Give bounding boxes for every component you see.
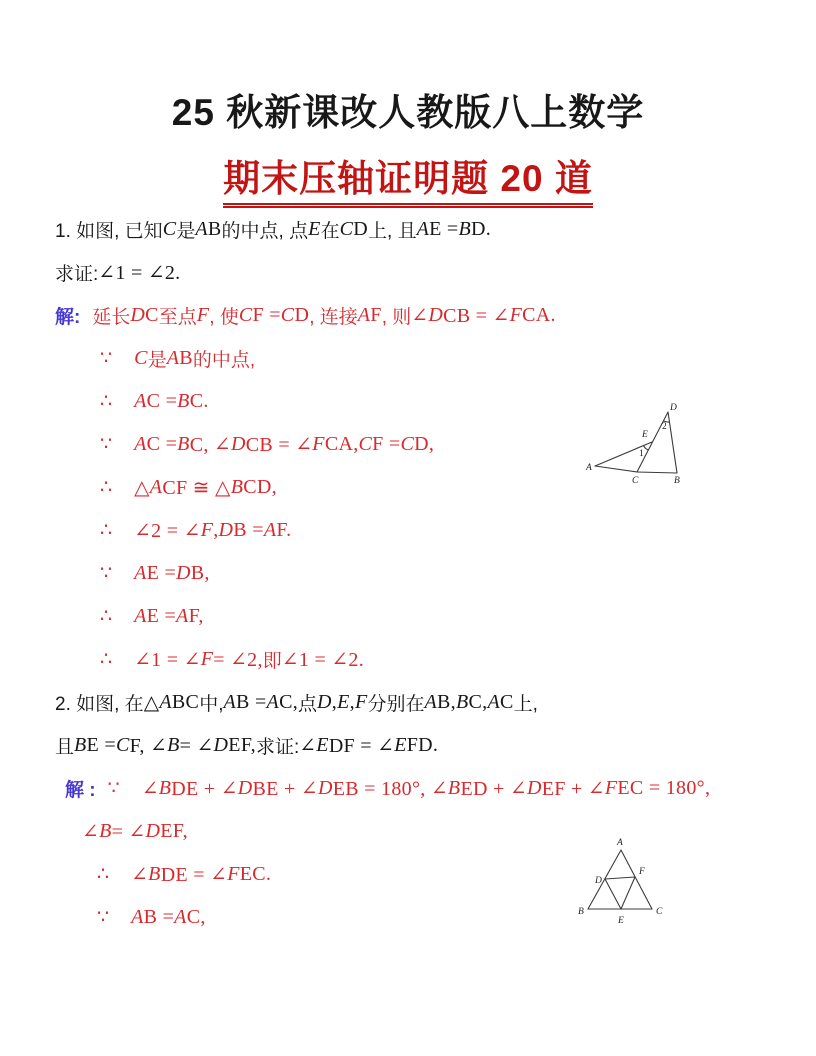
figure-label-B: B: [578, 907, 584, 917]
text-segment: B =: [143, 906, 175, 928]
text-segment: B,: [190, 562, 210, 584]
text-segment: B: [177, 433, 190, 455]
text-segment: F: [604, 777, 618, 799]
text-line: [55, 251, 796, 294]
text-segment: B: [99, 820, 112, 842]
reason-marker: ∵: [97, 907, 110, 928]
text-line: [55, 552, 796, 595]
text-segment: ∠1 = ∠2.: [281, 649, 364, 671]
text-segment: ,: [349, 691, 355, 713]
text-segment: D: [213, 734, 229, 756]
text-segment: C: [358, 433, 373, 455]
text-line: [55, 810, 796, 853]
text-segment: F: [312, 433, 325, 455]
figure-label-F: F: [639, 867, 645, 877]
text-segment: D: [294, 304, 310, 326]
text-segment: D: [317, 777, 333, 799]
text-segment: ,: [213, 519, 219, 541]
text-segment: B: [179, 347, 193, 369]
text-segment: CA.: [522, 304, 556, 326]
text-line: [55, 337, 796, 380]
text-segment: A: [134, 433, 147, 455]
figure-edge: [637, 472, 677, 473]
text-segment: 即: [262, 651, 282, 672]
reason-marker: ∵: [107, 778, 120, 799]
solution-marker: 解:: [55, 307, 81, 328]
text-segment: C =: [146, 433, 178, 455]
text-segment: F: [200, 648, 214, 670]
text-segment: C: [339, 218, 354, 240]
reason-marker: ∴: [100, 391, 113, 412]
text-segment: C: [400, 433, 415, 455]
text-segment: ∠2 = ∠: [134, 520, 201, 542]
text-segment: 且: [55, 737, 75, 758]
text-segment: C, ∠: [189, 434, 231, 456]
figure-label-C: C: [632, 476, 639, 486]
figure-label-C: C: [656, 907, 663, 917]
text-segment: A: [166, 347, 180, 369]
text-segment: BC: [171, 691, 200, 713]
text-line: [55, 767, 796, 810]
text-segment: A: [223, 691, 236, 713]
figure-edge: [668, 412, 677, 473]
text-segment: C,: [279, 691, 299, 713]
text-segment: ,: [331, 691, 338, 713]
solution-marker: 解 :: [65, 780, 96, 801]
text-segment: ED + ∠: [460, 778, 527, 800]
reason-marker: ∵: [100, 563, 113, 584]
text-segment: C =: [146, 390, 178, 412]
text-segment: E: [337, 691, 350, 713]
text-segment: A: [134, 390, 147, 412]
text-segment: 是: [176, 221, 196, 242]
problem-1-geometry-figure: [575, 386, 700, 486]
text-line: [55, 509, 796, 552]
problem-2-text: [55, 681, 796, 939]
text-segment: A: [195, 218, 208, 240]
text-line: [55, 595, 796, 638]
text-segment: EF + ∠: [541, 778, 605, 800]
figure-label-E: E: [642, 430, 648, 440]
text-segment: = ∠: [111, 821, 146, 843]
text-segment: B: [158, 777, 172, 799]
text-segment: △: [134, 477, 150, 499]
text-segment: A: [174, 906, 187, 928]
text-segment: F: [509, 304, 523, 326]
text-segment: D: [218, 519, 234, 541]
text-segment: 延长: [92, 307, 131, 328]
figure-label-A: A: [586, 463, 592, 473]
text-segment: F.: [276, 519, 292, 541]
text-segment: D: [428, 304, 444, 326]
text-segment: C: [162, 218, 177, 240]
text-line: [55, 681, 796, 724]
text-segment: D: [145, 820, 161, 842]
text-segment: ∠: [411, 305, 429, 327]
text-segment: C: [280, 304, 295, 326]
figure-label-E: E: [618, 916, 624, 926]
text-segment: B: [447, 777, 461, 799]
text-segment: B: [455, 691, 469, 713]
text-segment: CB = ∠: [245, 434, 313, 456]
text-segment: B,: [437, 691, 456, 713]
text-segment: 2. 如图, 在: [55, 694, 144, 715]
text-segment: DE + ∠: [171, 778, 238, 800]
text-segment: , 使: [209, 307, 239, 328]
reason-marker: ∵: [100, 348, 113, 369]
reason-marker: ∴: [100, 606, 113, 627]
reason-marker: ∴: [100, 649, 113, 670]
text-segment: E =: [146, 605, 177, 627]
text-segment: A: [134, 605, 147, 627]
text-segment: C,: [468, 691, 488, 713]
figure-label-D: D: [595, 876, 602, 886]
page-subtitle: 期末压轴证明题 20 道: [223, 148, 593, 208]
text-segment: = ∠: [179, 735, 214, 757]
text-segment: C.: [189, 390, 209, 412]
text-segment: CB = ∠: [443, 305, 510, 327]
text-segment: 的中点,: [192, 350, 256, 371]
text-segment: 是: [147, 350, 167, 371]
reason-marker: ∴: [100, 477, 113, 498]
figure-label-A: A: [617, 838, 623, 848]
text-segment: D: [353, 218, 369, 240]
text-segment: 在: [320, 221, 340, 242]
text-segment: 中,: [199, 694, 224, 715]
figure-edge: [605, 879, 621, 909]
text-segment: A: [149, 476, 163, 498]
text-segment: C,: [186, 906, 206, 928]
text-segment: EF,: [228, 734, 256, 756]
text-segment: C: [145, 304, 159, 326]
text-segment: B =: [233, 519, 264, 541]
text-segment: D: [237, 777, 253, 799]
text-segment: , 连接: [309, 307, 358, 328]
text-segment: B: [167, 734, 180, 756]
text-segment: ∠: [141, 778, 159, 800]
text-segment: DE = ∠: [160, 864, 228, 886]
figure-label-B: B: [674, 476, 680, 486]
text-segment: EF,: [160, 820, 188, 842]
text-segment: A: [487, 691, 500, 713]
text-segment: A: [266, 691, 280, 713]
text-segment: BE + ∠: [252, 778, 318, 800]
text-segment: A: [416, 218, 430, 240]
text-segment: A: [263, 519, 277, 541]
text-segment: A: [424, 691, 438, 713]
text-segment: F =: [252, 304, 281, 326]
text-segment: D: [231, 433, 246, 455]
text-segment: B =: [236, 691, 267, 713]
text-segment: ∠: [82, 821, 100, 843]
text-segment: D.: [471, 218, 492, 240]
text-segment: ∠: [131, 864, 149, 886]
text-segment: C: [134, 347, 148, 369]
text-segment: F: [227, 863, 240, 885]
reason-marker: ∴: [100, 520, 113, 541]
figure-edge: [621, 877, 635, 909]
text-segment: 上, 且: [368, 221, 417, 242]
text-line: [55, 853, 796, 896]
figure-edge: [605, 877, 635, 879]
text-segment: F,: [188, 605, 204, 627]
text-segment: B: [74, 734, 87, 756]
text-segment: F, ∠: [129, 735, 168, 757]
text-segment: C: [238, 304, 253, 326]
text-segment: E: [308, 218, 321, 240]
text-segment: 上,: [513, 694, 538, 715]
text-segment: 1. 如图, 已知: [55, 221, 163, 242]
text-segment: D: [317, 691, 332, 713]
text-segment: EB = 180°, ∠: [332, 778, 448, 800]
text-segment: D: [130, 304, 146, 326]
text-segment: B: [148, 863, 161, 885]
text-segment: , 则: [381, 307, 412, 328]
text-segment: D: [526, 777, 542, 799]
text-segment: A: [357, 304, 371, 326]
text-segment: D,: [414, 433, 435, 455]
text-segment: E =: [86, 734, 116, 756]
reason-marker: ∵: [100, 434, 113, 455]
text-segment: △: [143, 692, 160, 714]
text-segment: B: [230, 476, 244, 498]
text-segment: F: [196, 304, 210, 326]
text-line: [55, 638, 796, 681]
text-segment: C: [499, 691, 514, 713]
text-segment: A: [131, 906, 144, 928]
figure-label-2: 2: [662, 422, 667, 432]
page-title: 25 秋新课改人教版八上数学: [171, 92, 645, 133]
text-segment: CF ≅ △: [162, 477, 231, 499]
text-segment: FD.: [406, 734, 439, 756]
text-segment: E: [316, 734, 329, 756]
figure-label-1: 1: [639, 449, 644, 459]
text-segment: 求证:: [55, 264, 99, 285]
problem-2-geometry-figure: [568, 828, 680, 928]
text-line: [55, 896, 796, 939]
text-segment: ∠1 = ∠: [134, 649, 201, 671]
figure-label-D: D: [670, 403, 677, 413]
text-segment: 的中点, 点: [221, 221, 309, 242]
text-segment: EC.: [239, 863, 272, 885]
text-segment: B: [177, 390, 190, 412]
text-segment: E =: [146, 562, 177, 584]
text-segment: CD,: [243, 476, 277, 498]
text-segment: 至点: [158, 307, 197, 328]
text-segment: = ∠2,: [213, 649, 263, 671]
text-segment: CA,: [324, 433, 359, 455]
text-segment: B: [207, 218, 222, 240]
reason-marker: ∴: [97, 864, 110, 885]
text-segment: E =: [429, 218, 459, 240]
angle-arc: [644, 446, 648, 450]
text-segment: F =: [372, 433, 401, 455]
text-line: [55, 208, 796, 251]
text-segment: F: [370, 304, 382, 326]
text-segment: ∠: [299, 735, 317, 757]
figure-edge: [595, 466, 637, 472]
text-segment: 点: [298, 694, 318, 715]
subtitle-row: [0, 148, 816, 208]
text-segment: F: [354, 691, 368, 713]
text-segment: F: [200, 519, 214, 541]
text-segment: 分别在: [367, 694, 425, 715]
text-segment: B: [458, 218, 472, 240]
text-line: [55, 294, 796, 337]
text-segment: C: [115, 734, 130, 756]
text-segment: EC = 180°,: [617, 777, 711, 799]
text-segment: D: [176, 562, 191, 584]
text-segment: E: [394, 734, 407, 756]
text-segment: A: [134, 562, 147, 584]
text-segment: A: [159, 691, 172, 713]
document-body: [55, 208, 796, 939]
figure-edge: [621, 850, 652, 909]
text-segment: ∠1 = ∠2.: [98, 262, 181, 284]
text-line: [55, 724, 796, 767]
text-segment: 求证:: [255, 737, 300, 758]
text-segment: A: [176, 605, 189, 627]
text-segment: DF = ∠: [328, 735, 395, 757]
